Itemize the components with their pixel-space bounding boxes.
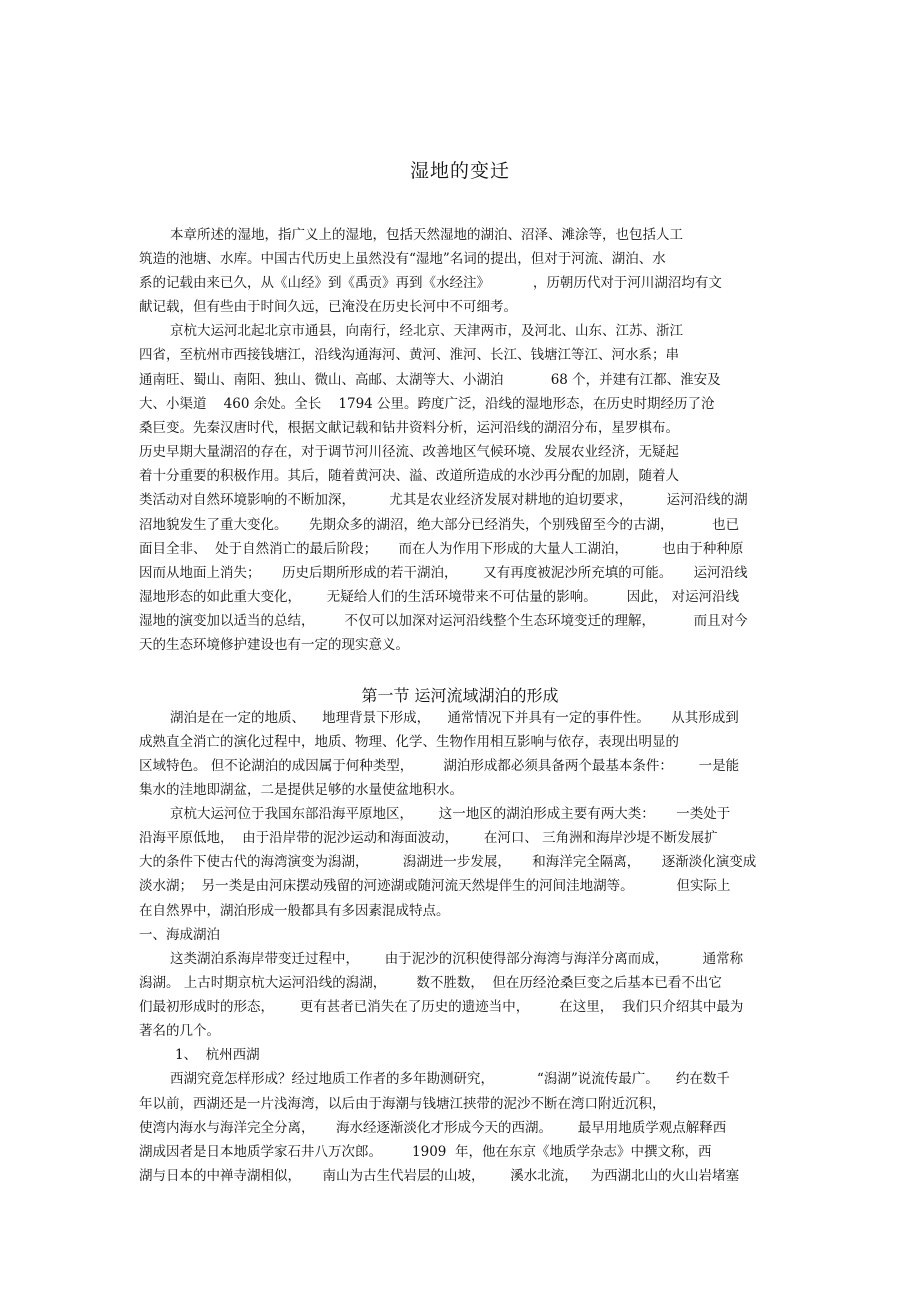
subheading: 一、海成湖泊 xyxy=(139,927,220,943)
paragraph-line: 西湖究竟怎样形成？经过地质工作者的多年勘测研究， “潟湖”说流传最广。 约在数千 xyxy=(170,1071,730,1087)
paragraph-line: 大的条件下使古代的海湾演变为潟湖， 潟湖进一步发展， 和海洋完全隔离， 逐渐淡化演变成 xyxy=(139,854,757,870)
section-title: 第一节 运河流域湖泊的形成 xyxy=(361,686,559,705)
paragraph-line: 四省，至杭州市西接钱塘江，沿线沟通海河、黄河、淮河、长江、钱塘江等江、河水系；串 xyxy=(139,347,679,363)
paragraph-line: 著名的几个。 xyxy=(139,1023,220,1039)
paragraph-line: 们最初形成时的形态， 更有甚者已消失在了历史的遗迹当中， 在这里， 我们只介绍其中最为 xyxy=(139,999,744,1015)
paragraph-line: 湖成因者是日本地质学家石井八万次郎。 1909 年，他在东京《地质学杂志》中撰文称，西 xyxy=(139,1144,712,1160)
paragraph-line: 这类湖泊系海岸带变迁过程中， 由于泥沙的沉积使得部分海湾与海洋分离而成， 通常称 xyxy=(170,951,744,967)
paragraph-line: 区域特色。 但不论湖泊的成因属于何种类型， 湖泊形成都必须具备两个最基本条件： 一是能 xyxy=(139,758,740,774)
page-title: 湿地的变迁 xyxy=(409,160,510,182)
paragraph-line: 大、小渠道 460 余处。全长 1794 公里。跨度广泛，沿线的湿地形态，在历史时期经历了沧 xyxy=(139,396,715,412)
paragraph-line: 因而从地面上消失； 历史后期所形成的若干湖泊， 又有再度被泥沙所充填的可能。 运河沿线 xyxy=(139,565,748,581)
paragraph-line: 京杭大运河位于我国东部沿海平原地区， 这一地区的湖泊形成主要有两大类： 一类处于 xyxy=(170,806,731,822)
paragraph-line: 通南旺、蜀山、南阳、独山、微山、高邮、太湖等大、小湖泊 68 个，并建有江都、淮安及 xyxy=(139,372,721,388)
paragraph-line: 潟湖。 上古时期京杭大运河沿线的潟湖， 数不胜数， 但在历经沧桑巨变之后基本已看不出它 xyxy=(139,975,722,991)
paragraph-line: 桑巨变。先秦汉唐时代，根据文献记载和钻井资料分析，运河沿线的湖沼分布，星罗棋布。 xyxy=(139,420,679,436)
paragraph-line: 献记载，但有些由于时间久远，已淹没在历史长河中不可细考。 xyxy=(139,299,517,315)
subheading: 1、 杭州西湖 xyxy=(175,1047,260,1063)
paragraph-line: 历史早期大量湖沼的存在，对于调节河川径流、改善地区气候环境、发展农业经济，无疑起 xyxy=(139,444,679,460)
paragraph-line: 沼地貌发生了重大变化。 先期众多的湖沼，绝大部分已经消失，个别残留至今的古湖， 也已 xyxy=(139,517,740,533)
paragraph-line: 筑造的池塘、水库。中国古代历史上虽然没有“湿地”名词的提出，但对于河流、湖泊、水 xyxy=(139,251,666,267)
paragraph-line: 着十分重要的积极作用。其后，随着黄河决、溢、改道所造成的水沙再分配的加剧，随着人 xyxy=(139,468,679,484)
paragraph-line: 年以前，西湖还是一片浅海湾，以后由于海潮与钱塘江挟带的泥沙不断在湾口附近沉积， xyxy=(139,1096,666,1112)
paragraph-line: 淡水湖； 另一类是由河床摆动残留的河迹湖或随河流天然堤伴生的河间洼地湖等。 但实际上 xyxy=(139,878,731,894)
paragraph-line: 湖泊是在一定的地质、 地理背景下形成， 通常情况下并具有一定的事件性。 从其形成到 xyxy=(170,710,739,726)
paragraph-line: 成熟直全消亡的演化过程中，地质、物理、化学、生物作用相互影响与依存，表现出明显的 xyxy=(139,734,679,750)
paragraph-line: 面目全非、 处于自然消亡的最后阶段； 而在人为作用下形成的大量人工湖泊， 也由于种种原 xyxy=(139,541,744,557)
paragraph-line: 在自然界中，湖泊形成一般都具有多因素混成特点。 xyxy=(139,903,450,919)
paragraph-line: 集水的洼地即湖盆，二是提供足够的水量使盆地积水。 xyxy=(139,782,463,798)
paragraph-line: 沿海平原低地， 由于沿岸带的泥沙运动和海面波动， 在河口、 三角洲和海岸沙堤不断发展扩 xyxy=(139,830,718,846)
paragraph-line: 天的生态环境修护建设也有一定的现实意义。 xyxy=(139,637,409,653)
paragraph-line: 湿地的演变加以适当的总结， 不仅可以加深对运河沿线整个生态环境变迁的理解， 而且对今 xyxy=(139,613,748,629)
paragraph-line: 类活动对自然环境影响的不断加深， 尤其是农业经济发展对耕地的迫切要求， 运河沿线的湖 xyxy=(139,492,748,508)
paragraph-line: 湿地形态的如此重大变化， 无疑给人们的生活环境带来不可估量的影响。 因此， 对运河沿线 xyxy=(139,589,740,605)
paragraph-line: 京杭大运河北起北京市通县，向南行，经北京、天津两市，及河北、山东、江苏、浙江 xyxy=(170,323,683,339)
paragraph-line: 湖与日本的中禅寺湖相似， 南山为古生代岩层的山坡， 溪水北流， 为西湖北山的火山岩堵塞 xyxy=(139,1168,740,1184)
paragraph-line: 系的记载由来已久，从《山经》到《禹贡》再到《水经注》 ，历朝历代对于河川湖沼均有文 xyxy=(139,275,722,291)
paragraph-line: 使湾内海水与海洋完全分离， 海水经逐渐淡化才形成今天的西湖。 最早用地质学观点解释西 xyxy=(139,1120,727,1136)
paragraph-line: 本章所述的湿地，指广义上的湿地，包括天然湿地的湖泊、沼泽、滩涂等，也包括人工 xyxy=(170,227,683,243)
